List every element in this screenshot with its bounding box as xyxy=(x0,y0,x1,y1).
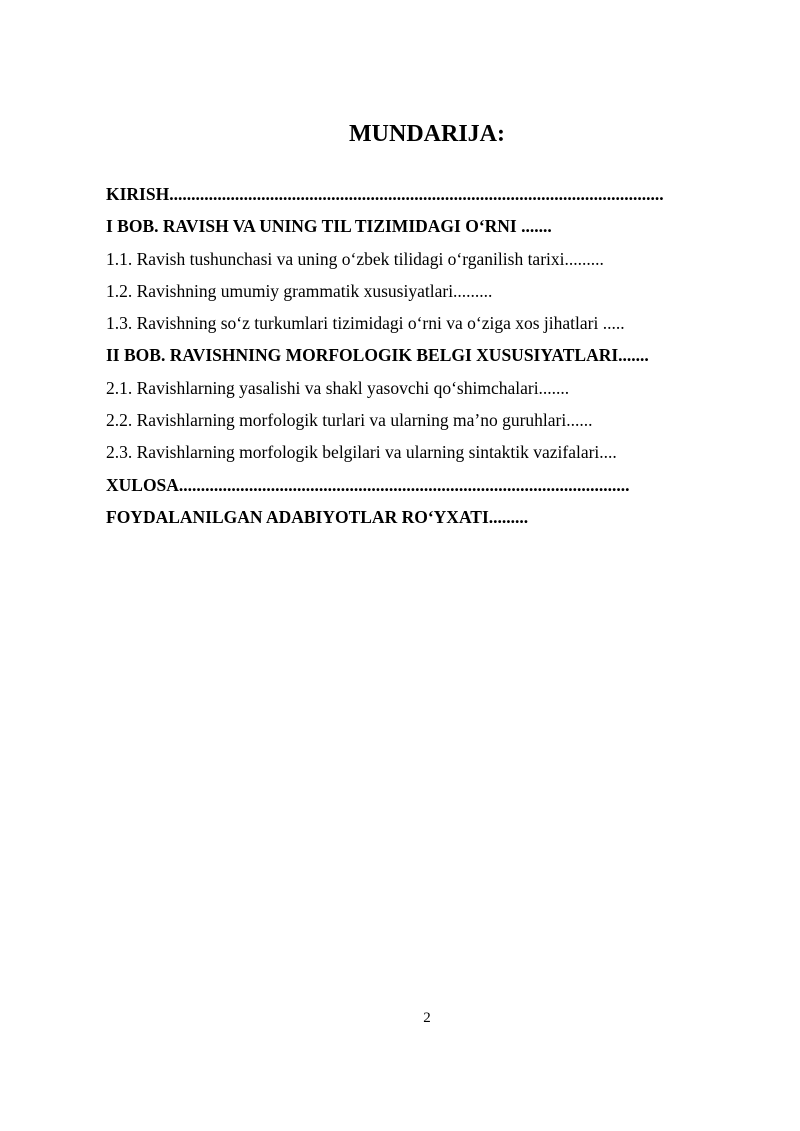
toc-item-section-1-2: 1.2. Ravishning umumiy grammatik xususiyatlari......... xyxy=(106,280,493,301)
toc-item-chapter-2: II BOB. RAVISHNING MORFOLOGIK BELGI XUSUSIYATLARI....... xyxy=(106,345,649,366)
page-number: 2 xyxy=(423,1010,431,1026)
toc-item-chapter-1: I BOB. RAVISH VA UNING TIL TIZIMIDAGI O‘RNI ....... xyxy=(106,216,552,237)
toc-item-section-2-2: 2.2. Ravishlarning morfologik turlari va ularning ma’no guruhlari...... xyxy=(106,410,593,431)
table-of-contents xyxy=(106,178,664,533)
toc-item-kirish: KIRISH................................................................................................................. xyxy=(106,184,664,204)
toc-item-xulosa: XULOSA....................................................................................................... xyxy=(106,474,630,495)
toc-item-section-1-3: 1.3. Ravishning so‘z turkumlari tizimidagi o‘rni va o‘ziga xos jihatlari ..... xyxy=(106,313,625,334)
page-title: MUNDARIJA: xyxy=(349,121,505,147)
toc-item-section-2-3: 2.3. Ravishlarning morfologik belgilari va ularning sintaktik vazifalari.... xyxy=(106,442,617,463)
toc-item-section-1-1: 1.1. Ravish tushunchasi va uning o‘zbek tilidagi o‘rganilish tarixi......... xyxy=(106,248,604,269)
toc-item-section-2-1: 2.1. Ravishlarning yasalishi va shakl yasovchi qo‘shimchalari....... xyxy=(106,377,570,398)
toc-item-bibliography: FOYDALANILGAN ADABIYOTLAR RO‘YXATI......... xyxy=(106,506,529,527)
